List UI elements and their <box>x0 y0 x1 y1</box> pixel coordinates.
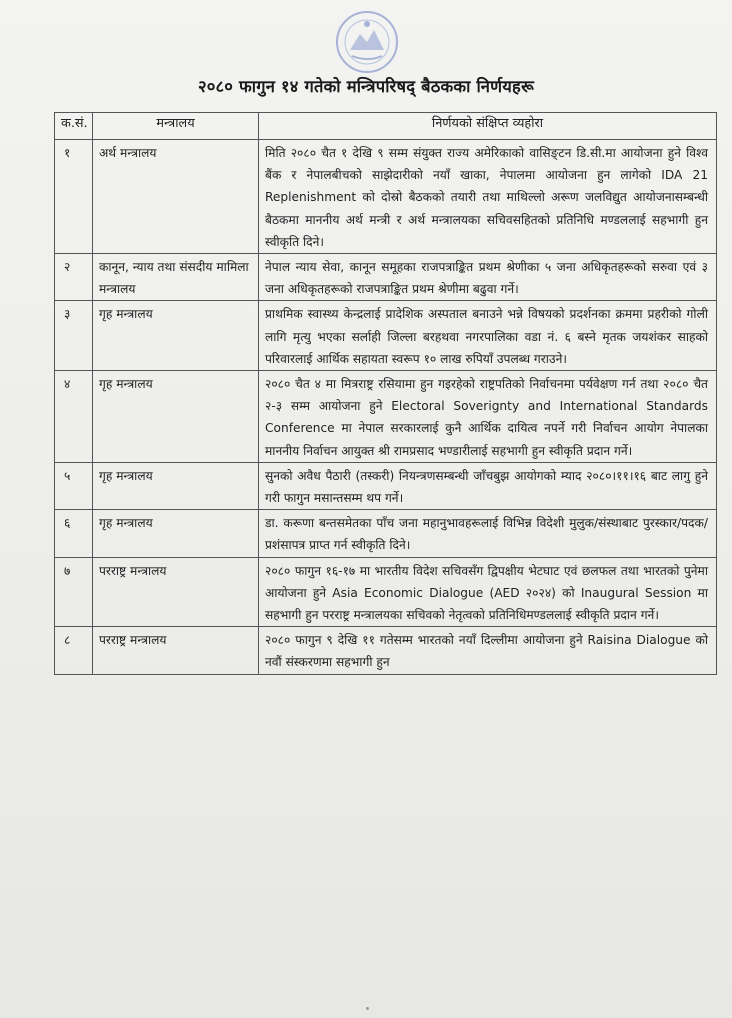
row-serial: ३ <box>55 301 93 371</box>
row-summary: २०८० फागुन १६-१७ मा भारतीय विदेश सचिवसँग द्विपक्षीय भेटघाट एवं छलफल तथा भारतको पुनेमा आयोजना हुने Asia Economic Dialogue (AED २०२४) को Inaugural Session मा सहभागी हुन परराष्ट्र मन्त्रालयका सचिवको नेतृत्वको प्रतिनिधिमण्डललाई स्वीकृति प्रदान गर्ने। <box>259 557 717 627</box>
header-ministry: मन्त्रालय <box>93 113 259 140</box>
row-serial: ६ <box>55 510 93 557</box>
row-ministry: गृह मन्त्रालय <box>93 371 259 463</box>
row-ministry: गृह मन्त्रालय <box>93 301 259 371</box>
table-row <box>55 371 717 463</box>
row-summary: प्राथमिक स्वास्थ्य केन्द्रलाई प्रादेशिक अस्पताल बनाउने भन्ने विषयको प्रदर्शनका क्रममा प्रहरीको गोली लागि मृत्यु भएका सर्लाही जिल्ला बरहथवा नगरपालिका वडा नं. ६ बस्ने मृतक जयशंकर साहको परिवारलाई आर्थिक सहायता स्वरूप १० लाख रुपियाँ उपलब्ध गराउने। <box>259 301 717 371</box>
row-ministry: परराष्ट्र मन्त्रालय <box>93 557 259 627</box>
table-row <box>55 557 717 627</box>
row-summary: नेपाल न्याय सेवा, कानून समूहका राजपत्राङ्कित प्रथम श्रेणीका ५ जना अधिकृतहरूको सरुवा एवं ३ जना अधिकृतहरूको राजपत्राङ्कित प्रथम श्रेणीमा बढुवा गर्ने। <box>259 254 717 301</box>
row-ministry: गृह मन्त्रालय <box>93 510 259 557</box>
row-serial: २ <box>55 254 93 301</box>
row-summary: सुनको अवैध पैठारी (तस्करी) नियन्त्रणसम्बन्धी जाँचबुझ आयोगको म्याद २०८०।११।१६ बाट लागु हुने गरी फागुन मसान्तसम्म थप गर्ने। <box>259 462 717 509</box>
header-serial: क.सं. <box>55 113 93 140</box>
row-ministry: गृह मन्त्रालय <box>93 462 259 509</box>
row-summary: डा. करूणा बन्तसमेतका पाँच जना महानुभावहरूलाई विभिन्न विदेशी मुलुक/संस्थाबाट पुरस्कार/पदक/प्रशंसापत्र प्राप्त गर्न स्वीकृति दिने। <box>259 510 717 557</box>
header-summary: निर्णयको संक्षिप्त व्यहोरा <box>259 113 717 140</box>
row-summary: २०८० फागुन ९ देखि ११ गतेसम्म भारतको नयाँ दिल्लीमा आयोजना हुने Raisina Dialogue को नवौं संस्करणमा सहभागी हुन <box>259 627 717 674</box>
table-row <box>55 140 717 254</box>
row-ministry: कानून, न्याय तथा संसदीय मामिला मन्त्रालय <box>93 254 259 301</box>
table-row <box>55 254 717 301</box>
row-ministry: अर्थ मन्त्रालय <box>93 140 259 254</box>
page-mark <box>366 1007 369 1010</box>
table-row <box>55 301 717 371</box>
row-serial: १ <box>55 140 93 254</box>
page-title: २०८० फागुन १४ गतेको मन्त्रिपरिषद् बैठकका निर्णयहरू <box>197 77 535 96</box>
row-serial: ७ <box>55 557 93 627</box>
row-summary: २०८० चैत ४ मा मित्रराष्ट्र रसियामा हुन गइरहेको राष्ट्रपतिको निर्वाचनमा पर्यवेक्षण गर्न तथा २०८० चैत २-३ सम्म आयोजना हुने Electoral Soverignty and International Standards Conference मा नेपाल सरकारलाई कुनै आर्थिक दायित्व नपर्ने गरी निर्वाचन आयोग नेपालका माननीय निर्वाचन आयुक्त श्री रामप्रसाद भण्डारीलाई सहभागी हुन स्वीकृति प्रदान गर्ने। <box>259 371 717 463</box>
row-summary: मिति २०८० चैत १ देखि ९ सम्म संयुक्त राज्य अमेरिकाको वासिङ्टन डि.सी.मा आयोजना हुने विश्व बैंक र नेपालबीचको साझेदारीको नयाँ खाका, नेपालमा आयोजना हुन लागेको IDA 21 Replenishment को दोस्रो बैठकको तयारी तथा माथिल्लो अरूण जलविद्युत आयोजनासम्बन्धी बैठकमा माननीय अर्थ मन्त्री र अर्थ मन्त्रालयका सचिवसहितको प्रतिनिधि मण्डललाई सहभागी हुन स्वीकृति दिने। <box>259 140 717 254</box>
row-serial: ५ <box>55 462 93 509</box>
table-header-row <box>55 113 717 140</box>
table-row <box>55 627 717 674</box>
row-serial: ८ <box>55 627 93 674</box>
table-row <box>55 510 717 557</box>
row-serial: ४ <box>55 371 93 463</box>
decisions-table <box>54 112 717 675</box>
row-ministry: परराष्ट्र मन्त्रालय <box>93 627 259 674</box>
table-row <box>55 462 717 509</box>
